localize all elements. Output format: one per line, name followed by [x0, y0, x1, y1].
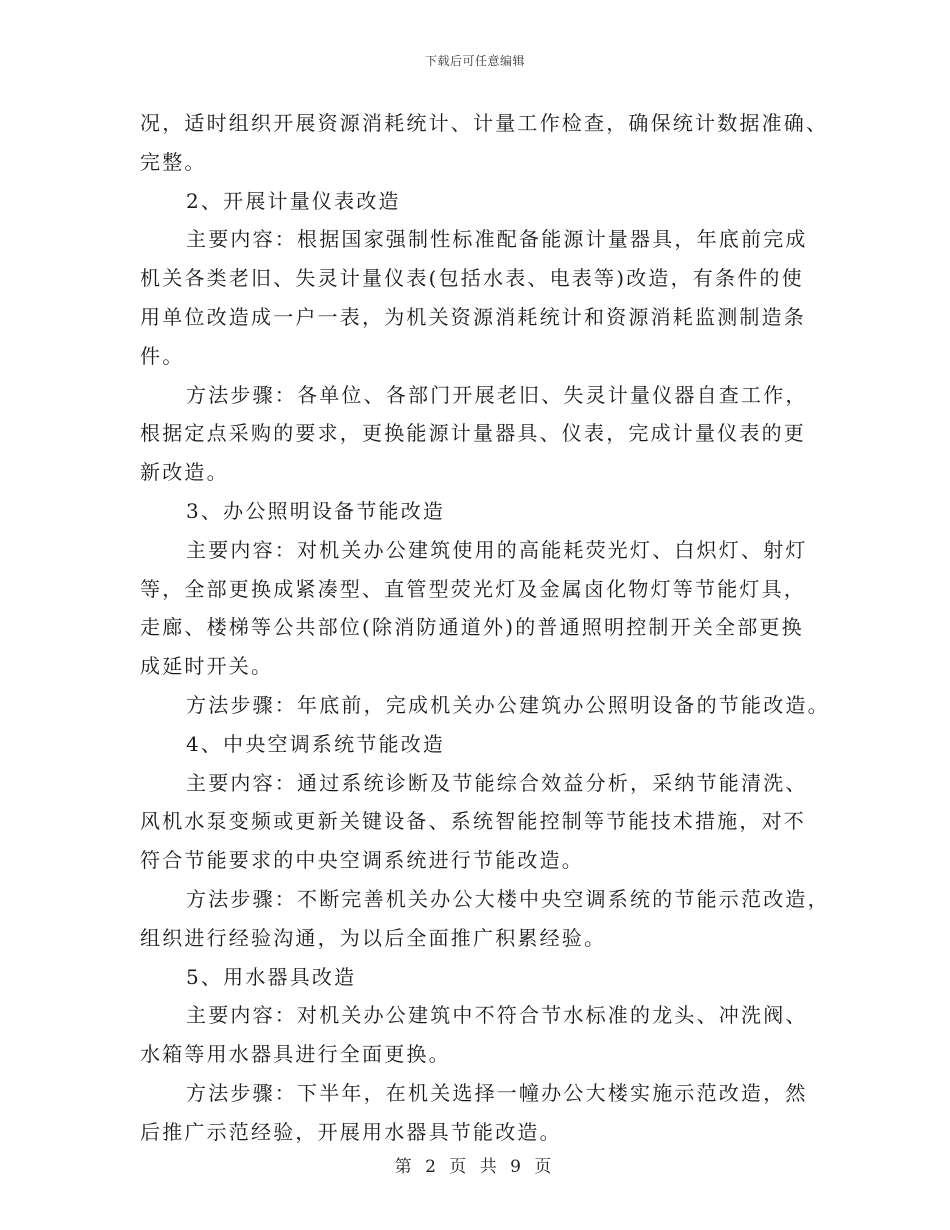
- text-line: 新改造。: [140, 460, 229, 485]
- text-line: 根据定点采购的要求，更换能源计量器具、仪表，完成计量仪表的更: [140, 421, 806, 446]
- text-line: 水箱等用水器具进行全面更换。: [140, 1042, 451, 1067]
- text-line: 方法步骤：不断完善机关办公大楼中央空调系统的节能示范改造，: [186, 886, 830, 911]
- text-line: 方法步骤：下半年，在机关选择一幢办公大楼实施示范改造，然: [186, 1080, 808, 1105]
- text-line: 4、中央空调系统节能改造: [186, 731, 446, 756]
- text-line: 组织进行经验沟通，为以后全面推广积累经验。: [140, 925, 607, 950]
- text-line: 主要内容：通过系统诊断及节能综合效益分析，采纳节能清洗、: [186, 770, 808, 795]
- text-line: 方法步骤：年底前，完成机关办公建筑办公照明设备的节能改造。: [186, 692, 830, 717]
- text-line: 用单位改造成一户一表，为机关资源消耗统计和资源消耗监测制造条: [140, 304, 806, 329]
- text-line: 机关各类老旧、失灵计量仪表(包括水表、电表等)改造，有条件的使: [140, 266, 804, 291]
- text-line: 2、开展计量仪表改造: [186, 188, 401, 213]
- text-line: 主要内容：对机关办公建筑使用的高能耗荧光灯、白炽灯、射灯: [186, 537, 808, 562]
- text-line: 风机水泵变频或更新关键设备、系统智能控制等节能技术措施，对不: [140, 809, 806, 834]
- text-line: 况，适时组织开展资源消耗统计、计量工作检查，确保统计数据准确、: [140, 111, 829, 135]
- text-line: 走廊、楼梯等公共部位(除消防通道外)的普通照明控制开关全部更换: [140, 615, 804, 640]
- text-line: 成延时开关。: [140, 654, 274, 679]
- text-line: 等，全部更换成紧凑型、直管型荧光灯及金属卤化物灯等节能灯具，: [140, 576, 806, 601]
- text-line: 主要内容：根据国家强制性标准配备能源计量器具，年底前完成: [186, 227, 808, 252]
- text-line: 3、办公照明设备节能改造: [186, 498, 446, 523]
- document-body: [140, 104, 830, 1152]
- text-line: 符合节能要求的中央空调系统进行节能改造。: [140, 848, 584, 873]
- text-line: 方法步骤：各单位、各部门开展老旧、失灵计量仪器自查工作，: [186, 382, 808, 407]
- text-line: 完整。: [140, 149, 207, 174]
- text-line: 后推广示范经验，开展用水器具节能改造。: [140, 1119, 562, 1144]
- text-line: 5、用水器具改造: [186, 964, 357, 989]
- page-header: 下载后可任意编辑: [424, 54, 525, 68]
- text-line: 件。: [140, 343, 185, 368]
- text-line: 主要内容：对机关办公建筑中不符合节水标准的龙头、冲洗阀、: [186, 1003, 808, 1028]
- page-number-footer: 第 2 页 共 9 页: [394, 1157, 556, 1177]
